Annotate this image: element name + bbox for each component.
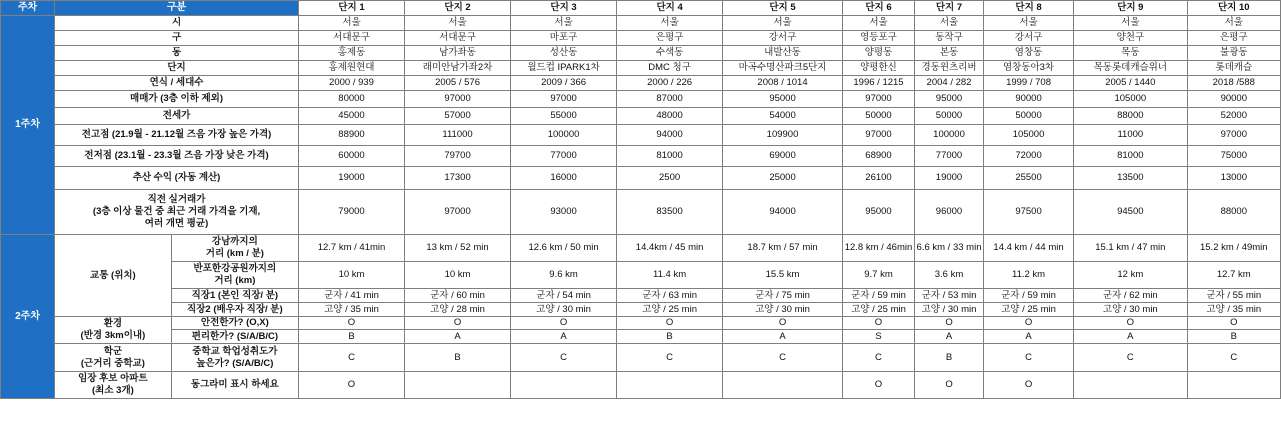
value-cell: O xyxy=(298,317,404,330)
value-cell: 19000 xyxy=(915,167,984,190)
value-cell: 52000 xyxy=(1187,108,1280,125)
value-cell: 97000 xyxy=(405,190,511,235)
table-row xyxy=(1,235,1281,262)
value-cell: 75000 xyxy=(1187,146,1280,167)
value-cell: O xyxy=(915,372,984,399)
value-cell: 군자 / 75 min xyxy=(723,289,843,303)
value-cell: 60000 xyxy=(298,146,404,167)
table-row xyxy=(1,289,1281,303)
value-cell: 1999 / 708 xyxy=(983,76,1073,91)
value-cell: 72000 xyxy=(983,146,1073,167)
value-cell: 은평구 xyxy=(1187,31,1280,46)
value-cell: 11000 xyxy=(1074,125,1187,146)
value-cell: 2000 / 226 xyxy=(617,76,723,91)
value-cell xyxy=(511,372,617,399)
value-cell: O xyxy=(842,317,914,330)
value-cell: 마포구 xyxy=(511,31,617,46)
value-cell: 2004 / 282 xyxy=(915,76,984,91)
row-label: 반포한강공원까지의 거리 (km) xyxy=(171,262,298,289)
value-cell: 홍제동 xyxy=(298,46,404,61)
value-cell: 55000 xyxy=(511,108,617,125)
table-row xyxy=(1,46,1281,61)
value-cell: 25500 xyxy=(983,167,1073,190)
value-cell: 고양 / 28 min xyxy=(405,303,511,317)
category-column-header: 구분 xyxy=(55,1,299,16)
value-cell: 88900 xyxy=(298,125,404,146)
value-cell: 111000 xyxy=(405,125,511,146)
value-cell: 109900 xyxy=(723,125,843,146)
value-cell: 15.5 km xyxy=(723,262,843,289)
value-cell: O xyxy=(1187,317,1280,330)
value-cell: 2005 / 1440 xyxy=(1074,76,1187,91)
value-cell: 19000 xyxy=(298,167,404,190)
value-cell: 염창동아3차 xyxy=(983,61,1073,76)
value-cell: O xyxy=(723,317,843,330)
value-cell: 13 km / 52 min xyxy=(405,235,511,262)
value-cell: C xyxy=(842,344,914,372)
value-cell: 54000 xyxy=(723,108,843,125)
complex-column-header: 단지 10 xyxy=(1187,1,1280,16)
value-cell: C xyxy=(1074,344,1187,372)
table-row xyxy=(1,76,1281,91)
value-cell: 13500 xyxy=(1074,167,1187,190)
table-row xyxy=(1,372,1281,399)
value-cell: 서울 xyxy=(298,16,404,31)
value-cell: 25000 xyxy=(723,167,843,190)
value-cell: 10 km xyxy=(405,262,511,289)
value-cell: 군자 / 53 min xyxy=(915,289,984,303)
value-cell: 본동 xyxy=(915,46,984,61)
value-cell: 81000 xyxy=(617,146,723,167)
value-cell: 양평한신 xyxy=(842,61,914,76)
row-label: 안전한가? (O,X) xyxy=(171,317,298,330)
value-cell: A xyxy=(723,330,843,344)
value-cell: 고양 / 35 min xyxy=(1187,303,1280,317)
value-cell: 강서구 xyxy=(983,31,1073,46)
value-cell: O xyxy=(915,317,984,330)
value-cell: 3.6 km xyxy=(915,262,984,289)
value-cell: 강서구 xyxy=(723,31,843,46)
value-cell xyxy=(405,372,511,399)
value-cell: 9.7 km xyxy=(842,262,914,289)
value-cell: 94000 xyxy=(723,190,843,235)
value-cell: 12 km xyxy=(1074,262,1187,289)
value-cell: 100000 xyxy=(511,125,617,146)
value-cell: 롯데캐슬 xyxy=(1187,61,1280,76)
value-cell: 97500 xyxy=(983,190,1073,235)
value-cell: 96000 xyxy=(915,190,984,235)
table-row xyxy=(1,303,1281,317)
table-row xyxy=(1,146,1281,167)
complex-column-header: 단지 4 xyxy=(617,1,723,16)
value-cell: 서대문구 xyxy=(298,31,404,46)
value-cell: 11.2 km xyxy=(983,262,1073,289)
value-cell: 18.7 km / 57 min xyxy=(723,235,843,262)
value-cell: 서울 xyxy=(1187,16,1280,31)
value-cell: 월드컵 IPARK1차 xyxy=(511,61,617,76)
value-cell: 목동 xyxy=(1074,46,1187,61)
table-row xyxy=(1,1,1281,16)
row-label: 동 xyxy=(55,46,299,61)
value-cell: 2005 / 576 xyxy=(405,76,511,91)
row-label: 편리한가? (S/A/B/C) xyxy=(171,330,298,344)
week-column-header: 주차 xyxy=(1,1,55,16)
value-cell: 군자 / 60 min xyxy=(405,289,511,303)
value-cell: 은평구 xyxy=(617,31,723,46)
value-cell: 11.4 km xyxy=(617,262,723,289)
complex-column-header: 단지 7 xyxy=(915,1,984,16)
value-cell: S xyxy=(842,330,914,344)
value-cell: 마곡수명산파크5단지 xyxy=(723,61,843,76)
value-cell: 고양 / 35 min xyxy=(298,303,404,317)
value-cell: A xyxy=(1074,330,1187,344)
value-cell: 77000 xyxy=(511,146,617,167)
value-cell: 성산동 xyxy=(511,46,617,61)
row-label: 전저점 (23.1월 - 23.3월 즈음 가장 낮은 가격) xyxy=(55,146,299,167)
complex-column-header: 단지 3 xyxy=(511,1,617,16)
value-cell: 45000 xyxy=(298,108,404,125)
value-cell: 26100 xyxy=(842,167,914,190)
value-cell: 2000 / 939 xyxy=(298,76,404,91)
value-cell: 6.6 km / 33 min xyxy=(915,235,984,262)
value-cell: C xyxy=(723,344,843,372)
value-cell: 50000 xyxy=(915,108,984,125)
value-cell: 90000 xyxy=(983,91,1073,108)
value-cell: 내발산동 xyxy=(723,46,843,61)
value-cell: 95000 xyxy=(842,190,914,235)
value-cell: 79700 xyxy=(405,146,511,167)
value-cell: 고양 / 25 min xyxy=(617,303,723,317)
value-cell: 97000 xyxy=(511,91,617,108)
value-cell: B xyxy=(617,330,723,344)
value-cell: 69000 xyxy=(723,146,843,167)
value-cell: A xyxy=(983,330,1073,344)
value-cell: 군자 / 55 min xyxy=(1187,289,1280,303)
value-cell: C xyxy=(298,344,404,372)
value-cell: 서울 xyxy=(983,16,1073,31)
value-cell: 79000 xyxy=(298,190,404,235)
week-label: 2주차 xyxy=(1,235,55,399)
group-label: 환경 (반경 3km이내) xyxy=(55,317,172,344)
value-cell: 15.1 km / 47 min xyxy=(1074,235,1187,262)
table-row xyxy=(1,125,1281,146)
value-cell: 97000 xyxy=(1187,125,1280,146)
value-cell: DMC 청구 xyxy=(617,61,723,76)
value-cell: 서대문구 xyxy=(405,31,511,46)
value-cell: 12.7 km xyxy=(1187,262,1280,289)
value-cell: 81000 xyxy=(1074,146,1187,167)
value-cell: C xyxy=(511,344,617,372)
value-cell: 100000 xyxy=(915,125,984,146)
row-label: 시 xyxy=(55,16,299,31)
value-cell: O xyxy=(405,317,511,330)
row-label: 연식 / 세대수 xyxy=(55,76,299,91)
value-cell: 고양 / 30 min xyxy=(723,303,843,317)
value-cell xyxy=(723,372,843,399)
value-cell: 15.2 km / 49min xyxy=(1187,235,1280,262)
complex-column-header: 단지 8 xyxy=(983,1,1073,16)
value-cell: A xyxy=(511,330,617,344)
table-row xyxy=(1,344,1281,372)
row-label: 전세가 xyxy=(55,108,299,125)
value-cell: 서울 xyxy=(842,16,914,31)
value-cell: 83500 xyxy=(617,190,723,235)
group-label: 교통 (위치) xyxy=(55,235,172,317)
value-cell: A xyxy=(405,330,511,344)
group-label: 임장 후보 아파트 (최소 3개) xyxy=(55,372,172,399)
value-cell: 88000 xyxy=(1074,108,1187,125)
value-cell: 14.4km / 45 min xyxy=(617,235,723,262)
value-cell: B xyxy=(915,344,984,372)
value-cell: 87000 xyxy=(617,91,723,108)
value-cell: B xyxy=(1187,330,1280,344)
value-cell: 1996 / 1215 xyxy=(842,76,914,91)
value-cell: 군자 / 62 min xyxy=(1074,289,1187,303)
complex-column-header: 단지 9 xyxy=(1074,1,1187,16)
table-row xyxy=(1,317,1281,330)
table-row xyxy=(1,330,1281,344)
row-label: 중학교 학업성취도가 높은가? (S/A/B/C) xyxy=(171,344,298,372)
value-cell: 2009 / 366 xyxy=(511,76,617,91)
value-cell: 고양 / 30 min xyxy=(511,303,617,317)
value-cell: 68900 xyxy=(842,146,914,167)
table-row xyxy=(1,167,1281,190)
value-cell: 80000 xyxy=(298,91,404,108)
value-cell: 래미안남가좌2차 xyxy=(405,61,511,76)
value-cell: O xyxy=(983,372,1073,399)
row-label: 직전 실거래가 (3층 이상 물건 중 최근 거래 가격을 기재, 여러 개면 평균) xyxy=(55,190,299,235)
table-row xyxy=(1,108,1281,125)
value-cell: 고양 / 30 min xyxy=(1074,303,1187,317)
row-label: 매매가 (3층 이하 제외) xyxy=(55,91,299,108)
row-label: 구 xyxy=(55,31,299,46)
value-cell: 서울 xyxy=(1074,16,1187,31)
value-cell: 97000 xyxy=(842,125,914,146)
complex-column-header: 단지 1 xyxy=(298,1,404,16)
value-cell: O xyxy=(511,317,617,330)
table-row xyxy=(1,16,1281,31)
table-row xyxy=(1,61,1281,76)
value-cell: 서울 xyxy=(617,16,723,31)
value-cell: 경동윈츠리버 xyxy=(915,61,984,76)
table-row xyxy=(1,91,1281,108)
value-cell: 50000 xyxy=(842,108,914,125)
value-cell: 염창동 xyxy=(983,46,1073,61)
value-cell: 2018 /588 xyxy=(1187,76,1280,91)
complex-column-header: 단지 5 xyxy=(723,1,843,16)
value-cell: 2008 / 1014 xyxy=(723,76,843,91)
value-cell: A xyxy=(915,330,984,344)
value-cell: 88000 xyxy=(1187,190,1280,235)
row-label: 전고점 (21.9월 - 21.12월 즈음 가장 높은 가격) xyxy=(55,125,299,146)
complex-column-header: 단지 6 xyxy=(842,1,914,16)
value-cell: 수색동 xyxy=(617,46,723,61)
value-cell: 50000 xyxy=(983,108,1073,125)
value-cell: 남가좌동 xyxy=(405,46,511,61)
value-cell: 12.6 km / 50 min xyxy=(511,235,617,262)
value-cell: 군자 / 54 min xyxy=(511,289,617,303)
row-label: 강남까지의 거리 (km / 분) xyxy=(171,235,298,262)
row-label: 직장1 (본인 직장/ 분) xyxy=(171,289,298,303)
row-label: 동그라미 표시 하세요 xyxy=(171,372,298,399)
value-cell: 9.6 km xyxy=(511,262,617,289)
value-cell: C xyxy=(1187,344,1280,372)
value-cell xyxy=(1074,372,1187,399)
value-cell: C xyxy=(983,344,1073,372)
value-cell xyxy=(1187,372,1280,399)
value-cell: O xyxy=(1074,317,1187,330)
table-row xyxy=(1,262,1281,289)
value-cell: 90000 xyxy=(1187,91,1280,108)
value-cell: 군자 / 41 min xyxy=(298,289,404,303)
value-cell: 105000 xyxy=(1074,91,1187,108)
value-cell: 양천구 xyxy=(1074,31,1187,46)
value-cell: 군자 / 63 min xyxy=(617,289,723,303)
value-cell: 고양 / 25 min xyxy=(842,303,914,317)
value-cell: 고양 / 25 min xyxy=(983,303,1073,317)
value-cell: 16000 xyxy=(511,167,617,190)
value-cell: 군자 / 59 min xyxy=(983,289,1073,303)
value-cell: 불광동 xyxy=(1187,46,1280,61)
value-cell: 17300 xyxy=(405,167,511,190)
value-cell: 목동롯데캐슬위너 xyxy=(1074,61,1187,76)
group-label: 학군 (근거리 중학교) xyxy=(55,344,172,372)
value-cell: 고양 / 30 min xyxy=(915,303,984,317)
complex-column-header: 단지 2 xyxy=(405,1,511,16)
value-cell: 13000 xyxy=(1187,167,1280,190)
value-cell: O xyxy=(617,317,723,330)
row-label: 단지 xyxy=(55,61,299,76)
value-cell: 양평동 xyxy=(842,46,914,61)
value-cell: 서울 xyxy=(723,16,843,31)
value-cell: 97000 xyxy=(405,91,511,108)
value-cell: 영등포구 xyxy=(842,31,914,46)
value-cell: C xyxy=(617,344,723,372)
value-cell: 94500 xyxy=(1074,190,1187,235)
value-cell: 동작구 xyxy=(915,31,984,46)
value-cell: 57000 xyxy=(405,108,511,125)
value-cell: 95000 xyxy=(915,91,984,108)
value-cell: 97000 xyxy=(842,91,914,108)
value-cell: O xyxy=(298,372,404,399)
value-cell xyxy=(617,372,723,399)
value-cell: 14.4 km / 44 min xyxy=(983,235,1073,262)
value-cell: 2500 xyxy=(617,167,723,190)
value-cell: 95000 xyxy=(723,91,843,108)
table-row xyxy=(1,190,1281,235)
value-cell: 93000 xyxy=(511,190,617,235)
value-cell: 12.8 km / 46min xyxy=(842,235,914,262)
value-cell: O xyxy=(983,317,1073,330)
value-cell: 군자 / 59 min xyxy=(842,289,914,303)
table-row xyxy=(1,31,1281,46)
value-cell: 서울 xyxy=(915,16,984,31)
value-cell: 94000 xyxy=(617,125,723,146)
value-cell: 48000 xyxy=(617,108,723,125)
value-cell: B xyxy=(298,330,404,344)
row-label: 추산 수익 (자동 계산) xyxy=(55,167,299,190)
value-cell: 105000 xyxy=(983,125,1073,146)
row-label: 직장2 (배우자 직장/ 분) xyxy=(171,303,298,317)
value-cell: 12.7 km / 41min xyxy=(298,235,404,262)
value-cell: 10 km xyxy=(298,262,404,289)
value-cell: O xyxy=(842,372,914,399)
value-cell: 홍제원현대 xyxy=(298,61,404,76)
value-cell: 77000 xyxy=(915,146,984,167)
value-cell: 서울 xyxy=(405,16,511,31)
value-cell: B xyxy=(405,344,511,372)
week-label: 1주차 xyxy=(1,16,55,235)
value-cell: 서울 xyxy=(511,16,617,31)
